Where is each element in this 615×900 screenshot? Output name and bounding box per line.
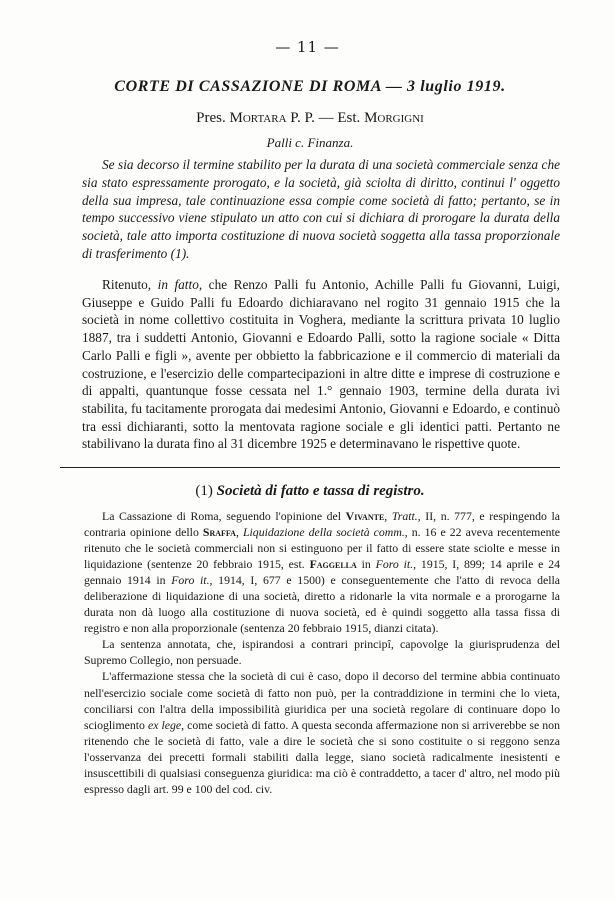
author-vivante: Vivante: [345, 509, 385, 523]
parties-line: Palli c. Finanza.: [266, 135, 354, 150]
note-title: Società di fatto e tassa di registro.: [216, 483, 425, 499]
note-paragraph-3: L'affermazione stessa che la società di cui è caso, dopo il decorso del termine abbia continuato nell'esercizio sociale come società di fatto non può, per la contraddizione in termini che lo vieta, conciliarsi con l'altra della impossibilità giuridica per una società regolare di continuare dopo lo scioglimento ex lege, come società di fatto. A questa seconda affermazione non si arriverebbe se non ritenendo che le società di fatto, vale a dire le società che si sono costituite o si reggono senza l'osservanza dei precetti formali stabiliti dalla legge, siano società radicalmente inesistenti e insuscettibili di qualsiasi conseguenza giuridica: ma ciò è contraddetto, a tacer d' altro, nel modo più espresso dagli art. 99 e 100 del cod. civ.: [84, 669, 560, 796]
note-paragraph-2: La sentenza annotata, che, ispirandosi a contrari principî, capovolge la giurisprudenza del Supremo Collegio, non persuade.: [84, 637, 560, 668]
author-sraffa: Sraffa: [202, 525, 236, 540]
footnote-body: [84, 508, 560, 797]
facts-paragraph: [82, 276, 560, 453]
note-number: (1): [195, 483, 217, 499]
pres-name: Mortara P. P.: [229, 110, 315, 126]
court-heading: CORTE DI CASSAZIONE DI ROMA — 3 luglio 1919.: [114, 78, 506, 95]
facts-italic: in fatto: [157, 277, 199, 292]
section-divider: [60, 467, 560, 468]
note-paragraph-1: La Cassazione di Roma, seguendo l'opinione del Vivante, Tratt., II, n. 777, e respingendo la contraria opinione dello Sraffa, Liquidazione della società comm., n. 16 e 22 aveva recentemente ritenuto che le società commerciali non si estinguono per il fatto di essere state sciolte e messe in liquidazione (sentenze 20 febbraio 1915, est. Faggella in Foro it., 1915, I, 899; 14 aprile e 24 gennaio 1914 in Foro it., 1914, I, 677 e 1500) e conseguentemente che l'atto di revoca della deliberazione di liquidazione di una società, diretto a ridonarle la vita normale e a prorogarne la durata non dà luogo alla costituzione di nuova società, ed è quindi soggetto alla tassa fissa di registro e non alla proporzionale (sentenza 20 febbraio 1915, dianzi citata).: [84, 509, 561, 636]
note-heading: [40, 483, 580, 500]
facts-intro: Ritenuto,: [102, 277, 158, 292]
facts-body: , che Renzo Palli fu Antonio, Achille Palli fu Giovanni, Luigi, Giuseppe e Guido Palli fu Edoardo dichiaravano nel rogito 31 gennaio 1915 che la società in nome collettivo costituita in Voghera, mediante la scrittura privata 10 luglio 1887, tra i suddetti Antonio, Giovanni e Edoardo Palli, sotto la ragione sociale « Ditta Carlo Palli e figli », avente per obbietto la fabbricazione e il commercio di materiali da costruzione, e l'esercizio delle compartecipazioni in altre ditte e imprese di costruzione e di appalti, quantunque fosse cessata nel 1.° gennaio 1903, termine della durata ivi stabilita, fu tacitamente prorogata dai medesimi Antonio, Giovanni e Edoardo, e continuò tra essi dichiaranti, sotto la mentovata ragione sociale e gli identici patti. Pertanto ne stabilivano la durata fino al 31 dicembre 1925 e determinavano le rispettive quote.: [82, 277, 560, 452]
est-label: — Est.: [314, 110, 365, 126]
case-summary: Se sia decorso il termine stabilito per la durata di una società commerciale senza che sia stato espressamente prorogato, e la società, già sciolta di diritto, continui l' oggetto della sua impresa, tale continuazione essa compie come società di fatto; pertanto, se in tempo successivo viene stipulato un atto con cui si dichiara di prorogare la durata della società, tale atto importa costituzione di nuova società soggetta alla tassa proporzionale di trasferimento (1).: [82, 157, 560, 261]
pres-label: Pres.: [196, 110, 230, 126]
page-number: — 11 —: [275, 38, 340, 56]
judges-line: [40, 110, 580, 127]
author-faggella: Faggella: [309, 557, 357, 572]
est-name: Morgigni: [364, 110, 424, 126]
